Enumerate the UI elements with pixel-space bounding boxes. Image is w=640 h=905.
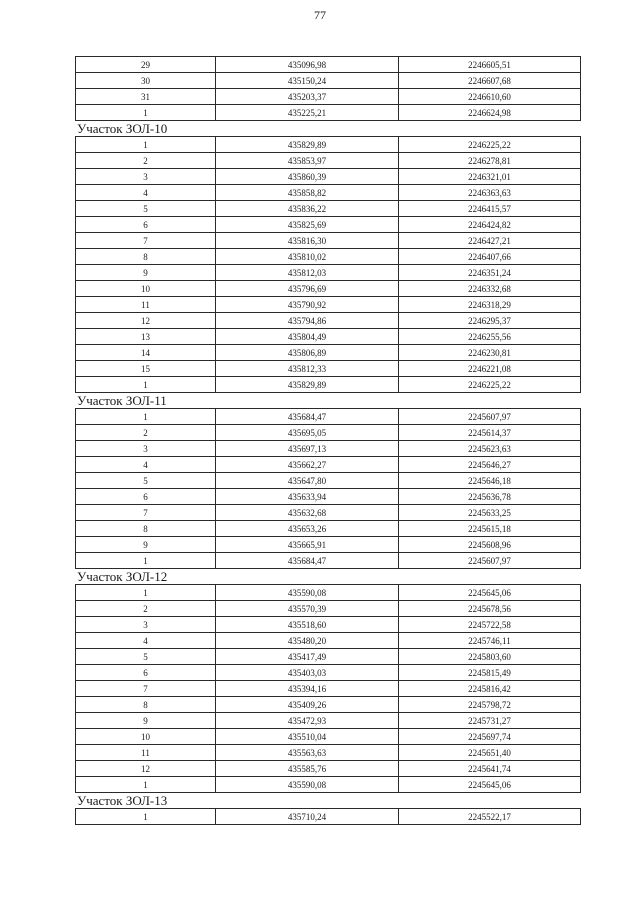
table-row [76, 425, 581, 441]
x-coordinate-cell: 435647,80 [216, 473, 399, 489]
x-coordinate-cell: 435225,21 [216, 105, 399, 121]
table-row [76, 169, 581, 185]
point-number-cell: 6 [76, 217, 216, 233]
table-row [76, 473, 581, 489]
table-row [76, 105, 581, 121]
point-number-cell: 1 [76, 137, 216, 153]
x-coordinate-cell: 435665,91 [216, 537, 399, 553]
y-coordinate-cell: 2246221,08 [399, 361, 581, 377]
point-number-cell: 6 [76, 665, 216, 681]
point-number-cell: 1 [76, 377, 216, 393]
point-number-cell: 2 [76, 425, 216, 441]
x-coordinate-cell: 435810,02 [216, 249, 399, 265]
coordinates-table [75, 808, 581, 825]
coordinates-table [75, 584, 581, 793]
y-coordinate-cell: 2245614,37 [399, 425, 581, 441]
x-coordinate-cell: 435697,13 [216, 441, 399, 457]
point-number-cell: 2 [76, 601, 216, 617]
y-coordinate-cell: 2246225,22 [399, 377, 581, 393]
point-number-cell: 8 [76, 521, 216, 537]
coordinates-table [75, 408, 581, 569]
coordinates-table [75, 136, 581, 393]
y-coordinate-cell: 2246295,37 [399, 313, 581, 329]
table-row [76, 249, 581, 265]
x-coordinate-cell: 435794,86 [216, 313, 399, 329]
x-coordinate-cell: 435570,39 [216, 601, 399, 617]
table-row [76, 697, 581, 713]
table-row [76, 313, 581, 329]
table-row [76, 233, 581, 249]
point-number-cell: 5 [76, 649, 216, 665]
point-number-cell: 4 [76, 633, 216, 649]
x-coordinate-cell: 435684,47 [216, 553, 399, 569]
y-coordinate-cell: 2245607,97 [399, 553, 581, 569]
point-number-cell: 1 [76, 409, 216, 425]
x-coordinate-cell: 435632,68 [216, 505, 399, 521]
point-number-cell: 30 [76, 73, 216, 89]
point-number-cell: 14 [76, 345, 216, 361]
x-coordinate-cell: 435590,08 [216, 585, 399, 601]
y-coordinate-cell: 2246624,98 [399, 105, 581, 121]
coordinate-section [75, 793, 580, 825]
y-coordinate-cell: 2246278,81 [399, 153, 581, 169]
x-coordinate-cell: 435829,89 [216, 377, 399, 393]
y-coordinate-cell: 2245803,60 [399, 649, 581, 665]
point-number-cell: 7 [76, 233, 216, 249]
table-row [76, 137, 581, 153]
point-number-cell: 7 [76, 681, 216, 697]
table-row [76, 665, 581, 681]
x-coordinate-cell: 435472,93 [216, 713, 399, 729]
table-row [76, 409, 581, 425]
point-number-cell: 12 [76, 313, 216, 329]
x-coordinate-cell: 435096,98 [216, 57, 399, 73]
y-coordinate-cell: 2245678,56 [399, 601, 581, 617]
x-coordinate-cell: 435585,76 [216, 761, 399, 777]
point-number-cell: 8 [76, 697, 216, 713]
x-coordinate-cell: 435394,16 [216, 681, 399, 697]
point-number-cell: 8 [76, 249, 216, 265]
point-number-cell: 1 [76, 809, 216, 825]
point-number-cell: 6 [76, 489, 216, 505]
section-title: Участок ЗОЛ-13 [77, 793, 168, 808]
x-coordinate-cell: 435653,26 [216, 521, 399, 537]
coordinate-section [75, 393, 580, 569]
x-coordinate-cell: 435825,69 [216, 217, 399, 233]
x-coordinate-cell: 435853,97 [216, 153, 399, 169]
point-number-cell: 9 [76, 537, 216, 553]
table-row [76, 585, 581, 601]
x-coordinate-cell: 435695,05 [216, 425, 399, 441]
point-number-cell: 10 [76, 281, 216, 297]
y-coordinate-cell: 2245522,17 [399, 809, 581, 825]
point-number-cell: 1 [76, 553, 216, 569]
y-coordinate-cell: 2246225,22 [399, 137, 581, 153]
y-coordinate-cell: 2245623,63 [399, 441, 581, 457]
x-coordinate-cell: 435662,27 [216, 457, 399, 473]
y-coordinate-cell: 2245607,97 [399, 409, 581, 425]
y-coordinate-cell: 2245646,18 [399, 473, 581, 489]
table-row [76, 505, 581, 521]
x-coordinate-cell: 435409,26 [216, 697, 399, 713]
y-coordinate-cell: 2246424,82 [399, 217, 581, 233]
table-row [76, 185, 581, 201]
section-title: Участок ЗОЛ-10 [77, 121, 168, 136]
x-coordinate-cell: 435417,49 [216, 649, 399, 665]
point-number-cell: 1 [76, 777, 216, 793]
x-coordinate-cell: 435203,37 [216, 89, 399, 105]
x-coordinate-cell: 435796,69 [216, 281, 399, 297]
x-coordinate-cell: 435836,22 [216, 201, 399, 217]
x-coordinate-cell: 435812,33 [216, 361, 399, 377]
x-coordinate-cell: 435563,63 [216, 745, 399, 761]
table-row [76, 617, 581, 633]
x-coordinate-cell: 435518,60 [216, 617, 399, 633]
y-coordinate-cell: 2246230,81 [399, 345, 581, 361]
y-coordinate-cell: 2245722,58 [399, 617, 581, 633]
x-coordinate-cell: 435860,39 [216, 169, 399, 185]
point-number-cell: 4 [76, 457, 216, 473]
y-coordinate-cell: 2245815,49 [399, 665, 581, 681]
x-coordinate-cell: 435804,49 [216, 329, 399, 345]
x-coordinate-cell: 435829,89 [216, 137, 399, 153]
y-coordinate-cell: 2245798,72 [399, 697, 581, 713]
y-coordinate-cell: 2245633,25 [399, 505, 581, 521]
table-row [76, 553, 581, 569]
y-coordinate-cell: 2245697,74 [399, 729, 581, 745]
point-number-cell: 5 [76, 473, 216, 489]
point-number-cell: 1 [76, 105, 216, 121]
x-coordinate-cell: 435480,20 [216, 633, 399, 649]
y-coordinate-cell: 2246363,63 [399, 185, 581, 201]
point-number-cell: 11 [76, 745, 216, 761]
point-number-cell: 2 [76, 153, 216, 169]
point-number-cell: 4 [76, 185, 216, 201]
table-row [76, 457, 581, 473]
y-coordinate-cell: 2246255,56 [399, 329, 581, 345]
point-number-cell: 3 [76, 441, 216, 457]
y-coordinate-cell: 2246607,68 [399, 73, 581, 89]
coordinates-document [75, 56, 580, 825]
y-coordinate-cell: 2246407,66 [399, 249, 581, 265]
table-row [76, 361, 581, 377]
table-row [76, 153, 581, 169]
y-coordinate-cell: 2245641,74 [399, 761, 581, 777]
coordinates-table [75, 56, 581, 121]
y-coordinate-cell: 2246318,29 [399, 297, 581, 313]
coordinate-section [75, 56, 580, 121]
y-coordinate-cell: 2246610,60 [399, 89, 581, 105]
coordinate-section [75, 121, 580, 393]
x-coordinate-cell: 435806,89 [216, 345, 399, 361]
table-row [76, 73, 581, 89]
y-coordinate-cell: 2245608,96 [399, 537, 581, 553]
section-title: Участок ЗОЛ-11 [77, 393, 167, 408]
x-coordinate-cell: 435858,82 [216, 185, 399, 201]
y-coordinate-cell: 2245636,78 [399, 489, 581, 505]
table-row [76, 265, 581, 281]
x-coordinate-cell: 435510,04 [216, 729, 399, 745]
y-coordinate-cell: 2246415,57 [399, 201, 581, 217]
page-number: 77 [314, 8, 326, 22]
y-coordinate-cell: 2245645,06 [399, 585, 581, 601]
table-row [76, 345, 581, 361]
point-number-cell: 15 [76, 361, 216, 377]
x-coordinate-cell: 435684,47 [216, 409, 399, 425]
y-coordinate-cell: 2245646,27 [399, 457, 581, 473]
point-number-cell: 10 [76, 729, 216, 745]
x-coordinate-cell: 435150,24 [216, 73, 399, 89]
point-number-cell: 3 [76, 169, 216, 185]
sections-container [75, 56, 580, 825]
table-row [76, 601, 581, 617]
table-row [76, 377, 581, 393]
table-row [76, 633, 581, 649]
x-coordinate-cell: 435710,24 [216, 809, 399, 825]
y-coordinate-cell: 2246351,24 [399, 265, 581, 281]
y-coordinate-cell: 2246321,01 [399, 169, 581, 185]
point-number-cell: 29 [76, 57, 216, 73]
point-number-cell: 13 [76, 329, 216, 345]
table-row [76, 217, 581, 233]
table-row [76, 281, 581, 297]
table-row [76, 713, 581, 729]
y-coordinate-cell: 2246332,68 [399, 281, 581, 297]
x-coordinate-cell: 435633,94 [216, 489, 399, 505]
point-number-cell: 31 [76, 89, 216, 105]
point-number-cell: 11 [76, 297, 216, 313]
coordinate-section [75, 569, 580, 793]
x-coordinate-cell: 435403,03 [216, 665, 399, 681]
table-row [76, 89, 581, 105]
y-coordinate-cell: 2245615,18 [399, 521, 581, 537]
table-row [76, 729, 581, 745]
table-row [76, 777, 581, 793]
table-row [76, 489, 581, 505]
y-coordinate-cell: 2246605,51 [399, 57, 581, 73]
table-row [76, 681, 581, 697]
point-number-cell: 1 [76, 585, 216, 601]
table-row [76, 649, 581, 665]
point-number-cell: 12 [76, 761, 216, 777]
point-number-cell: 9 [76, 265, 216, 281]
table-row [76, 201, 581, 217]
point-number-cell: 3 [76, 617, 216, 633]
table-row [76, 745, 581, 761]
table-row [76, 521, 581, 537]
y-coordinate-cell: 2245651,40 [399, 745, 581, 761]
table-row [76, 57, 581, 73]
table-row [76, 329, 581, 345]
y-coordinate-cell: 2245816,42 [399, 681, 581, 697]
table-row [76, 809, 581, 825]
point-number-cell: 5 [76, 201, 216, 217]
x-coordinate-cell: 435590,08 [216, 777, 399, 793]
table-row [76, 537, 581, 553]
table-row [76, 297, 581, 313]
table-row [76, 761, 581, 777]
table-row [76, 441, 581, 457]
x-coordinate-cell: 435816,30 [216, 233, 399, 249]
point-number-cell: 9 [76, 713, 216, 729]
y-coordinate-cell: 2245645,06 [399, 777, 581, 793]
section-title: Участок ЗОЛ-12 [77, 569, 168, 584]
x-coordinate-cell: 435790,92 [216, 297, 399, 313]
y-coordinate-cell: 2245731,27 [399, 713, 581, 729]
y-coordinate-cell: 2245746,11 [399, 633, 581, 649]
point-number-cell: 7 [76, 505, 216, 521]
x-coordinate-cell: 435812,03 [216, 265, 399, 281]
y-coordinate-cell: 2246427,21 [399, 233, 581, 249]
